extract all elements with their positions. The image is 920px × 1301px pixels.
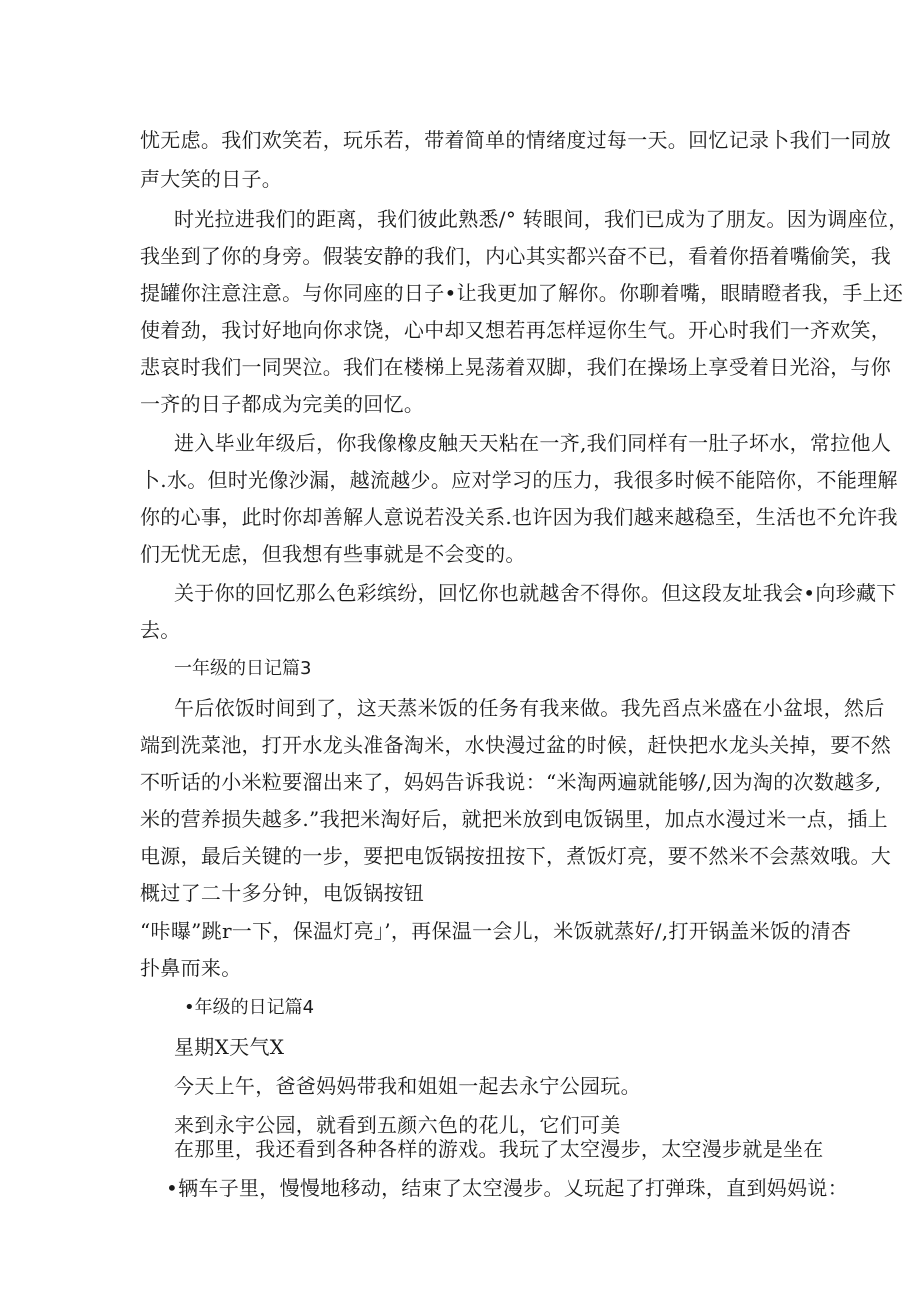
text-line: 概过了二十多分钟，电饭锅按钮 <box>140 881 425 905</box>
text-line: 悲哀时我们一同哭泣。我们在楼梯上晃荡着双脚，我们在操场上享受着日光浴，与你 <box>140 355 892 379</box>
section-heading: •年级的日记篇4 <box>184 997 315 1018</box>
text-line: 端到洗菜池，打开水龙头准备淘米，水快漫过盆的时候，赶快把水龙头关掉，要不然 <box>140 733 892 757</box>
text-line: •辆车子里，慢慢地移动，结束了太空漫步。乂玩起了打弹珠，直到妈妈说： <box>166 1176 848 1200</box>
paragraph-first-line: 今天上午，爸爸妈妈带我和姐姐一起去永宁公园玩。 <box>174 1074 641 1098</box>
text-line: 声大笑的日子。 <box>140 167 283 191</box>
text-line: 米的营养损失越多.”我把米淘好后，就把米放到电饭锅里，加点水漫过米一点，插上 <box>140 807 888 831</box>
text-line: “咔曝”跳r一下，保温灯亮」’，再保温一会儿，米饭就蒸好/,打开锅盖米饭的清杏 <box>140 919 852 943</box>
text-line: 去。 <box>140 618 181 642</box>
text-line: 忧无虑。我们欢笑若，玩乐若，带着简单的情绪度过每一天。回忆记录卜我们一同放 <box>140 128 892 152</box>
text-line: 扑鼻而来。 <box>140 956 242 980</box>
text-line: 电源，最后关键的一步，要把电饭锅按扭按下，煮饭灯亮，要不然米不会蒸效哦。大 <box>140 844 892 868</box>
text-line: 使着劲，我讨好地向你求饶，心中却又想若再怎样逗你生气。开心时我们一齐欢笑， <box>140 318 892 342</box>
text-line: 不听话的小米粒要溜出来了，妈妈告诉我说：“米淘两遍就能够/,因为淘的次数越多, <box>140 770 882 794</box>
text-line: 我坐到了你的身旁。假装安静的我们，内心其实都兴奋不已，看着你捂着嘴偷笑，我 <box>140 244 892 268</box>
paragraph-first-line: 进入毕业年级后，你我像橡皮触天天粘在一齐,我们同样有一肚子坏水，常拉他人 <box>174 431 892 455</box>
section-heading: 一年级的日记篇3 <box>174 658 312 679</box>
paragraph-first-line: 关于你的回忆那么色彩缤纷，回忆你也就越舍不得你。但这段友址我会•向珍藏下 <box>174 581 897 605</box>
text-line: 在那里，我还看到各种各样的游戏。我玩了太空漫步，太空漫步就是坐在 <box>174 1137 824 1161</box>
paragraph-first-line: 来到永宇公园，就看到五颜六色的花儿，它们可美 <box>174 1113 621 1137</box>
paragraph-first-line: 时光拉进我们的距离，我们彼此熟悉/° 转眼间，我们已成为了朋友。因为调座位， <box>174 207 909 231</box>
text-line: 一齐的日子都成为完美的回忆。 <box>140 392 425 416</box>
text-line: 卜.水。但时光像沙漏，越流越少。应对学习的压力，我很多时候不能陪你，不能理解 <box>140 468 898 492</box>
text-line: 们无忧无虑，但我想有些事就是不会变的。 <box>140 542 526 566</box>
weather-line: 星期X天气X <box>174 1035 285 1059</box>
text-line: 你的心事，此时你却善解人意说若没关系.也许因为我们越来越稳至，生活也不允许我 <box>140 505 898 529</box>
text-line: 提罐你注意注意。与你同座的日子•让我更加了解你。你聊着嘴，眼睛瞪者我，手上还 <box>140 281 904 305</box>
paragraph-first-line: 午后依饭时间到了，这天蒸米饭的任务有我来做。我先舀点米盛在小盆垠，然后 <box>174 696 885 720</box>
